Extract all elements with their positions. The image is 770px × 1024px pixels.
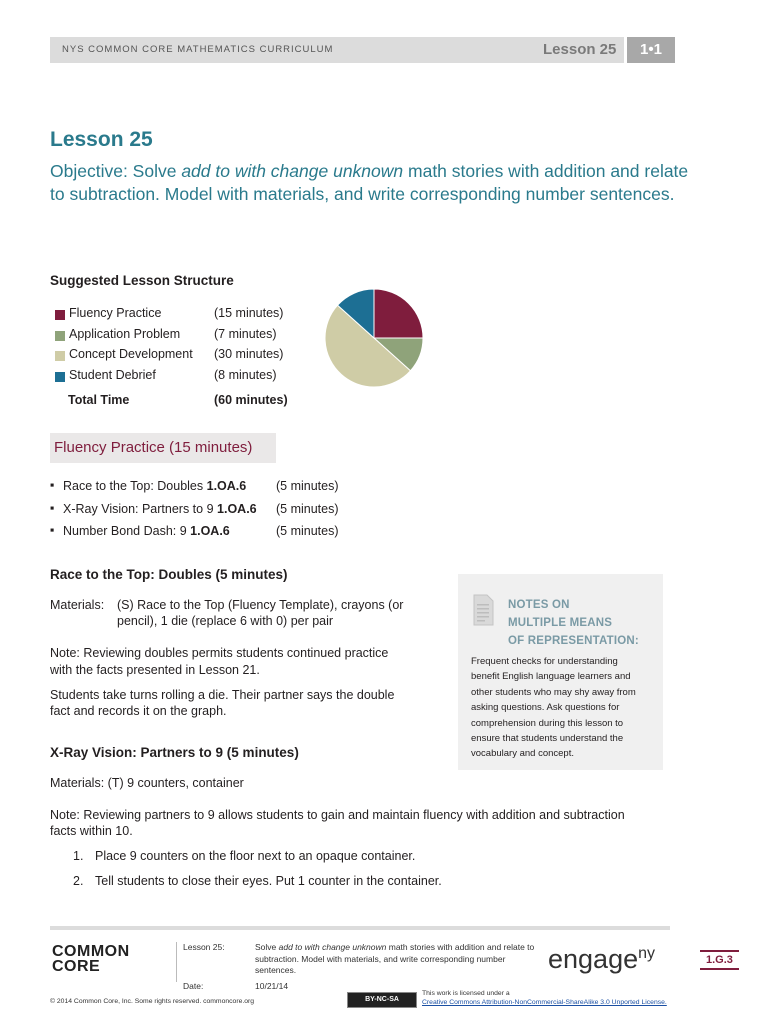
pie-slice-fluency-practice bbox=[374, 289, 423, 338]
footer-description bbox=[255, 942, 545, 977]
notes-line: ensure that students understand the bbox=[471, 733, 624, 745]
notes-title-line: NOTES ON bbox=[508, 599, 570, 611]
application-swatch bbox=[55, 331, 65, 341]
engageny-logo bbox=[548, 944, 655, 975]
footer-divider bbox=[176, 942, 177, 982]
objective-italic: add to with change unknown bbox=[181, 161, 404, 181]
step-text: Tell students to close their eyes. Put 1 counter in the container. bbox=[95, 874, 442, 888]
race-note-line1: Note: Reviewing doubles permits students continued practice bbox=[50, 646, 389, 660]
step-text: Place 9 counters on the floor next to an opaque container. bbox=[95, 849, 416, 863]
engage-ny: ny bbox=[638, 945, 656, 962]
structure-row-name: Application Problem bbox=[69, 327, 181, 341]
fluency-item-minutes: (5 minutes) bbox=[276, 479, 339, 493]
copyright: © 2014 Common Core, Inc. Some rights reserved. commoncore.org bbox=[50, 998, 255, 1005]
footer-desc-prefix: Solve bbox=[255, 942, 279, 952]
structure-row-minutes: (15 minutes) bbox=[214, 306, 284, 320]
footer-desc-suffix: math stories with addition and relate to subtraction. Model with materials, and write corresponding number sentences. bbox=[255, 942, 535, 975]
structure-row-name: Student Debrief bbox=[69, 368, 156, 382]
header-grade-module: 1•1 bbox=[624, 37, 675, 63]
race-materials-label: Materials: bbox=[50, 598, 105, 612]
notes-line: other students who may shy away from bbox=[471, 686, 636, 698]
fluency-item-minutes: (5 minutes) bbox=[276, 524, 339, 538]
notes-line: asking questions. Ask questions for bbox=[471, 702, 620, 714]
step-number: 1. bbox=[73, 849, 84, 863]
objective bbox=[50, 160, 690, 206]
objective-suffix: math stories with addition and relate to subtraction. Model with materials, and write corresponding number sentences. bbox=[50, 161, 689, 204]
xray-materials: Materials: (T) 9 counters, container bbox=[50, 776, 244, 790]
notes-title-line: OF REPRESENTATION: bbox=[508, 635, 639, 647]
concept-swatch bbox=[55, 351, 65, 361]
common-core-logo bbox=[52, 944, 130, 974]
notes-box bbox=[458, 574, 663, 770]
fluency-item-label: X-Ray Vision: Partners to 9 bbox=[63, 502, 218, 516]
bullet-icon: ▪ bbox=[50, 501, 55, 515]
structure-row-name: Fluency Practice bbox=[69, 306, 162, 320]
footer-desc-italic: add to with change unknown bbox=[278, 942, 387, 952]
bullet-icon: ▪ bbox=[50, 478, 55, 492]
cc-badge-text: BY-NC-SA bbox=[365, 996, 399, 1003]
fluency-item-text bbox=[63, 479, 246, 493]
footer-bar bbox=[50, 926, 670, 930]
step-number: 2. bbox=[73, 874, 84, 888]
xray-heading: X-Ray Vision: Partners to 9 (5 minutes) bbox=[50, 745, 299, 760]
fluency-item-text bbox=[63, 524, 230, 538]
creative-commons-badge-icon bbox=[347, 992, 417, 1008]
notes-line: comprehension during this lesson to bbox=[471, 717, 624, 729]
notes-document-icon bbox=[472, 594, 494, 626]
total-time-label: Total Time bbox=[68, 393, 130, 407]
footer-date-label: Date: bbox=[183, 981, 204, 991]
fluency-item-label: Race to the Top: Doubles bbox=[63, 479, 207, 493]
fluency-item-label: Number Bond Dash: 9 bbox=[63, 524, 191, 538]
structure-row-minutes: (30 minutes) bbox=[214, 347, 284, 361]
header-lesson: Lesson 25 bbox=[543, 41, 617, 58]
lesson-structure-pie-chart bbox=[324, 288, 424, 388]
footer-date: 10/21/14 bbox=[255, 981, 289, 991]
license-text: This work is licensed under a bbox=[422, 990, 510, 997]
logo-line: CORE bbox=[52, 958, 101, 975]
xray-note-line1: Note: Reviewing partners to 9 allows students to gain and maintain fluency with addition and subtraction bbox=[50, 808, 625, 822]
engage-text: engage bbox=[548, 944, 639, 974]
structure-title: Suggested Lesson Structure bbox=[50, 273, 234, 288]
xray-note-line2: facts within 10. bbox=[50, 824, 133, 838]
standard-code: 1.OA.6 bbox=[190, 524, 230, 538]
notes-title-line: MULTIPLE MEANS bbox=[508, 617, 613, 629]
standard-code: 1.OA.6 bbox=[217, 502, 257, 516]
race-materials-line2: pencil), 1 die (replace 6 with 0) per pair bbox=[117, 614, 334, 628]
bullet-icon: ▪ bbox=[50, 523, 55, 537]
race-note-line2: with the facts presented in Lesson 21. bbox=[50, 663, 260, 677]
fluency-heading: Fluency Practice (15 minutes) bbox=[54, 439, 253, 456]
standard-code: 1.OA.6 bbox=[206, 479, 247, 493]
fluency-item-minutes: (5 minutes) bbox=[276, 502, 339, 516]
license-link[interactable]: Creative Commons Attribution-NonCommercial-ShareAlike 3.0 Unported License. bbox=[422, 999, 667, 1006]
fluency-heading-box bbox=[50, 433, 276, 463]
notes-line: benefit English language learners and bbox=[471, 671, 631, 683]
notes-line: Frequent checks for understanding bbox=[471, 656, 618, 667]
footer-lesson-label: Lesson 25: bbox=[183, 942, 225, 952]
debrief-swatch bbox=[55, 372, 65, 382]
race-materials-line1: (S) Race to the Top (Fluency Template), crayons (or bbox=[117, 598, 404, 612]
logo-line: COMMON bbox=[52, 943, 130, 960]
notes-title bbox=[508, 596, 639, 650]
notes-body bbox=[471, 654, 657, 762]
page-number: 1.G.3 bbox=[700, 950, 739, 970]
curriculum-label: NYS COMMON CORE MATHEMATICS CURRICULUM bbox=[62, 44, 334, 55]
structure-row-name: Concept Development bbox=[69, 347, 193, 361]
objective-prefix: Objective: Solve bbox=[50, 161, 182, 181]
fluency-swatch bbox=[55, 310, 65, 320]
race-heading: Race to the Top: Doubles (5 minutes) bbox=[50, 567, 288, 582]
race-paragraph-line1: Students take turns rolling a die. Their partner says the double bbox=[50, 688, 395, 702]
structure-row-minutes: (7 minutes) bbox=[214, 327, 277, 341]
page-title: Lesson 25 bbox=[50, 128, 153, 151]
race-paragraph-line2: fact and records it on the graph. bbox=[50, 704, 227, 718]
structure-row-minutes: (8 minutes) bbox=[214, 368, 277, 382]
notes-line: vocabulary and concept. bbox=[471, 748, 574, 760]
total-time-minutes: (60 minutes) bbox=[214, 393, 288, 407]
fluency-item-text bbox=[63, 502, 257, 516]
